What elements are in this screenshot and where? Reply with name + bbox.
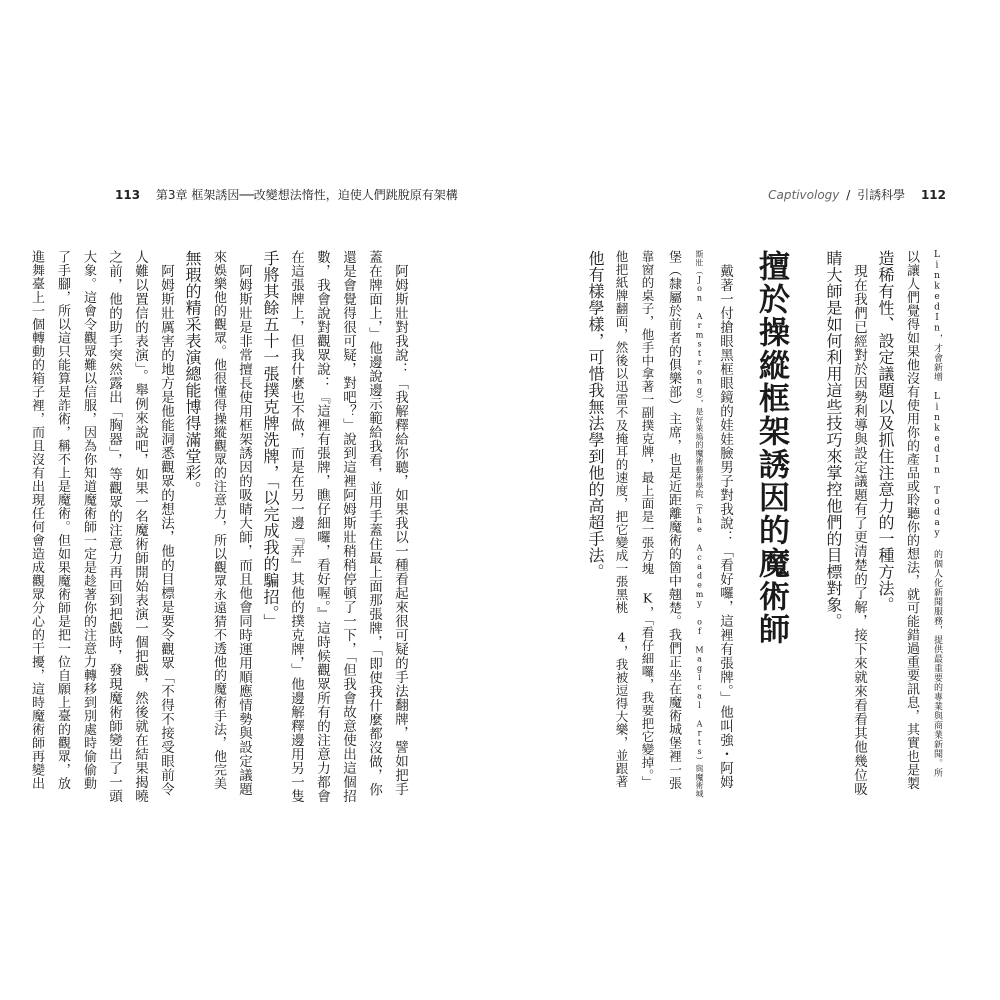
left-body-line: 還是會覺得很可疑，對吧？」說到這裡阿姆斯壯稍稍停頓了一下，「但我會故意使出這個招: [340, 250, 356, 804]
header-separator: /: [846, 188, 851, 202]
chapter-title: 第3章 框架誘因──改變想法惰性，迫使人們跳脫原有架構: [155, 188, 458, 202]
right-body-line: 他把紙牌翻面，然後以迅雷不及掩耳的速度，把它變成一張黑桃 4，我被逗得大樂，並跟著: [614, 250, 629, 788]
left-body-line: 阿姆斯壯厲害的地方是他能洞悉觀眾的想法，他的目標是要令觀眾「不得不接受眼前令: [158, 250, 174, 796]
left-body-line: 數，我會說對觀眾說：『這裡有張牌，瞧仔細囉，看好喔。』這時候觀眾所有的注意力都會: [314, 250, 330, 804]
left-body-line: 之前，他的助手突然露出「胸器」，等觀眾的注意力再回到把戲時，發現魔術師變出了一頭: [106, 250, 122, 804]
right-body-line: 靠窗的桌子，他手中拿著一副撲克牌，最上面是一張方塊 K，「看仔細囉，我要把它變掉。」: [640, 250, 655, 789]
right-intro-line: 以讓人們覺得如果他沒有使用你的產品或聆聽你的想法，就可能錯過重要訊息，其實也是製: [904, 250, 919, 790]
right-intro-line: 現在我們已經對於因勢利導與設定議題有了更清楚的了解，接下來就來看看其他幾位吸: [851, 250, 867, 796]
right-page-header: [768, 186, 946, 203]
right-body-line: 戴著一付搶眼黑框眼鏡的娃娃臉男子對我說：「看好囉，這裡有張牌。」他叫強・阿姆: [717, 250, 733, 790]
right-page-number: 112: [920, 188, 946, 202]
left-body-line: 阿姆斯壯對我說：「我解釋給你聽，如果我以一種看起來很可疑的手法翻牌，譬如把手: [392, 250, 408, 796]
book-subtitle: 引誘科學: [857, 188, 906, 202]
left-page-header: [115, 186, 458, 203]
section-heading: 擅於操縱框架誘因的魔術師: [753, 250, 789, 646]
book-title: Captivology: [768, 188, 840, 202]
left-body-line: 阿姆斯壯是非常擅長使用框架誘因的吸睛大師，而且他會同時運用順應情勢與設定議題: [236, 250, 252, 796]
right-body-line: 堡（隸屬於前者的俱樂部）主席，也是近距離魔術的箇中翹楚。我們正坐在魔術城堡裡一張: [666, 250, 681, 790]
left-page-number: 113: [115, 188, 141, 202]
right-intro-line: 睛大師是如何利用這些技巧來掌控他們的目標對象。: [824, 250, 843, 630]
left-body-line: 手將其餘五十一張撲克牌洗牌，「以完成我的騙招。」: [261, 250, 280, 630]
left-body-line: 大象。這會令觀眾難以信服，因為你知道魔術師一定是趁著你的注意力轉移到別處時偷偷動: [81, 250, 96, 790]
left-body-line: 了手腳，所以這只能算是詐術，稱不上是魔術。但如果魔術師是把一位自願上臺的觀眾，放: [55, 250, 70, 790]
left-body-line: 蓋在牌面上，」他邊說邊示範給我看，並用手蓋住最上面那張牌，「即使我什麼都沒做，你: [366, 250, 382, 797]
left-body-line: 人難以置信的表演」。舉例來說吧，如果一名魔術師開始表演一個把戲，然後就在結果揭曉: [132, 250, 148, 804]
right-intro-line: LinkedIn，才會新增 LinkedIn Today 的個人化新聞服務，提供最重要的專業與商業新聞。所: [932, 250, 942, 778]
right-intro-line: 造稀有性、設定議題以及抓住注意力的一種方法。: [876, 250, 895, 613]
left-body-line: 在這張牌上，但我什麼也不做，而是在另一邊『弄』其他的撲克牌，」他邊解釋邊用另一隻: [288, 250, 304, 804]
right-body-line: 他有樣學樣，可惜我無法學到他的高超手法。: [586, 250, 605, 580]
left-body-line: 無瑕的精采表演總能博得滿堂彩。: [183, 250, 202, 498]
left-body-line: 來娛樂他的觀眾。他很懂得操縱觀眾的注意力，所以觀眾永遠猜不透他的魔術手法，他完美: [211, 250, 226, 790]
right-body-line: 斯壯（Jon Armstrong），是好萊塢的魔術藝術學院（The Academy of Magical Arts）與魔術城: [695, 250, 704, 798]
left-body-line: 進舞臺上一個轉動的箱子裡，而且沒有出現任何會造成觀眾分心的干擾，這時魔術師再變出: [29, 250, 44, 790]
